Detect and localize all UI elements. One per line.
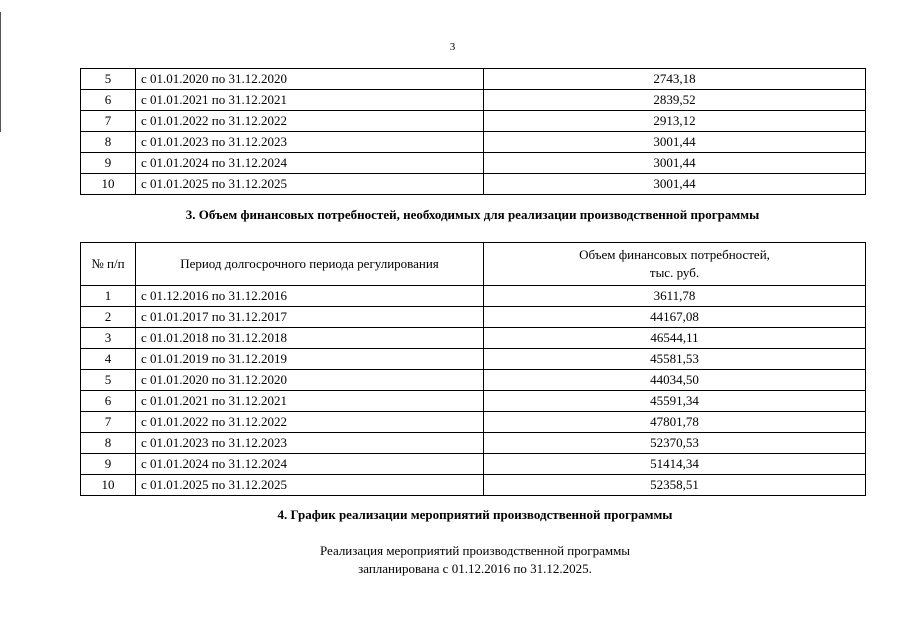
- row-value: 51414,34: [484, 454, 866, 475]
- table-row: [81, 90, 866, 111]
- row-value: 3611,78: [484, 286, 866, 307]
- row-number: 10: [81, 475, 136, 496]
- table-header-row: [81, 243, 866, 286]
- row-period: с 01.01.2022 по 31.12.2022: [136, 111, 484, 132]
- row-value: 44167,08: [484, 307, 866, 328]
- table-row: [81, 475, 866, 496]
- table-row: [81, 454, 866, 475]
- financial-needs-table: [80, 242, 866, 496]
- row-number: 6: [81, 90, 136, 111]
- table-row: [81, 307, 866, 328]
- table-row: [81, 69, 866, 90]
- row-value: 3001,44: [484, 153, 866, 174]
- table-row: [81, 132, 866, 153]
- table-row: [81, 391, 866, 412]
- top-table-body: [81, 69, 866, 195]
- table-row: [81, 153, 866, 174]
- row-value: 2839,52: [484, 90, 866, 111]
- header-num: № п/п: [81, 243, 136, 286]
- row-number: 6: [81, 391, 136, 412]
- row-period: с 01.01.2024 по 31.12.2024: [136, 153, 484, 174]
- row-number: 8: [81, 132, 136, 153]
- row-value: 2743,18: [484, 69, 866, 90]
- row-period: с 01.01.2023 по 31.12.2023: [136, 433, 484, 454]
- table-row: [81, 433, 866, 454]
- row-value: 3001,44: [484, 132, 866, 153]
- row-number: 4: [81, 349, 136, 370]
- row-number: 3: [81, 328, 136, 349]
- row-value: 45581,53: [484, 349, 866, 370]
- row-number: 10: [81, 174, 136, 195]
- financial-needs-table-body: [81, 286, 866, 496]
- row-value: 52370,53: [484, 433, 866, 454]
- row-period: с 01.01.2017 по 31.12.2017: [136, 307, 484, 328]
- row-period: с 01.12.2016 по 31.12.2016: [136, 286, 484, 307]
- row-value: 2913,12: [484, 111, 866, 132]
- section-4-text-line1: Реализация мероприятий производственной программы: [319, 543, 631, 558]
- row-period: с 01.01.2023 по 31.12.2023: [136, 132, 484, 153]
- row-number: 9: [81, 153, 136, 174]
- table-row: [81, 370, 866, 391]
- row-value: 47801,78: [484, 412, 866, 433]
- row-number: 2: [81, 307, 136, 328]
- row-period: с 01.01.2019 по 31.12.2019: [136, 349, 484, 370]
- row-value: 45591,34: [484, 391, 866, 412]
- scan-edge-line: [0, 12, 1, 132]
- page-number: 3: [449, 41, 456, 53]
- header-value: [484, 243, 866, 286]
- row-period: с 01.01.2024 по 31.12.2024: [136, 454, 484, 475]
- row-value: 3001,44: [484, 174, 866, 195]
- row-value: 52358,51: [484, 475, 866, 496]
- row-number: 8: [81, 433, 136, 454]
- row-number: 7: [81, 111, 136, 132]
- table-row: [81, 412, 866, 433]
- row-period: с 01.01.2022 по 31.12.2022: [136, 412, 484, 433]
- section-4-text: [0, 542, 905, 578]
- top-table: [80, 68, 866, 195]
- section-4-heading: 4. График реализации мероприятий производственной программы: [277, 507, 673, 522]
- row-period: с 01.01.2025 по 31.12.2025: [136, 174, 484, 195]
- row-number: 7: [81, 412, 136, 433]
- row-period: с 01.01.2018 по 31.12.2018: [136, 328, 484, 349]
- header-value-line2: тыс. руб.: [649, 265, 700, 280]
- table-row: [81, 111, 866, 132]
- row-number: 5: [81, 69, 136, 90]
- row-value: 44034,50: [484, 370, 866, 391]
- row-number: 1: [81, 286, 136, 307]
- row-period: с 01.01.2020 по 31.12.2020: [136, 370, 484, 391]
- row-period: с 01.01.2025 по 31.12.2025: [136, 475, 484, 496]
- row-number: 9: [81, 454, 136, 475]
- row-number: 5: [81, 370, 136, 391]
- row-period: с 01.01.2021 по 31.12.2021: [136, 90, 484, 111]
- section-3-heading: 3. Объем финансовых потребностей, необходимых для реализации производственной программы: [185, 207, 760, 222]
- row-value: 46544,11: [484, 328, 866, 349]
- header-period: Период долгосрочного периода регулирования: [136, 243, 484, 286]
- table-row: [81, 286, 866, 307]
- row-period: с 01.01.2020 по 31.12.2020: [136, 69, 484, 90]
- table-row: [81, 174, 866, 195]
- row-period: с 01.01.2021 по 31.12.2021: [136, 391, 484, 412]
- table-row: [81, 328, 866, 349]
- section-4-text-line2: запланирована с 01.12.2016 по 31.12.2025.: [358, 561, 592, 576]
- header-value-line1: Объем финансовых потребностей,: [579, 247, 770, 262]
- table-row: [81, 349, 866, 370]
